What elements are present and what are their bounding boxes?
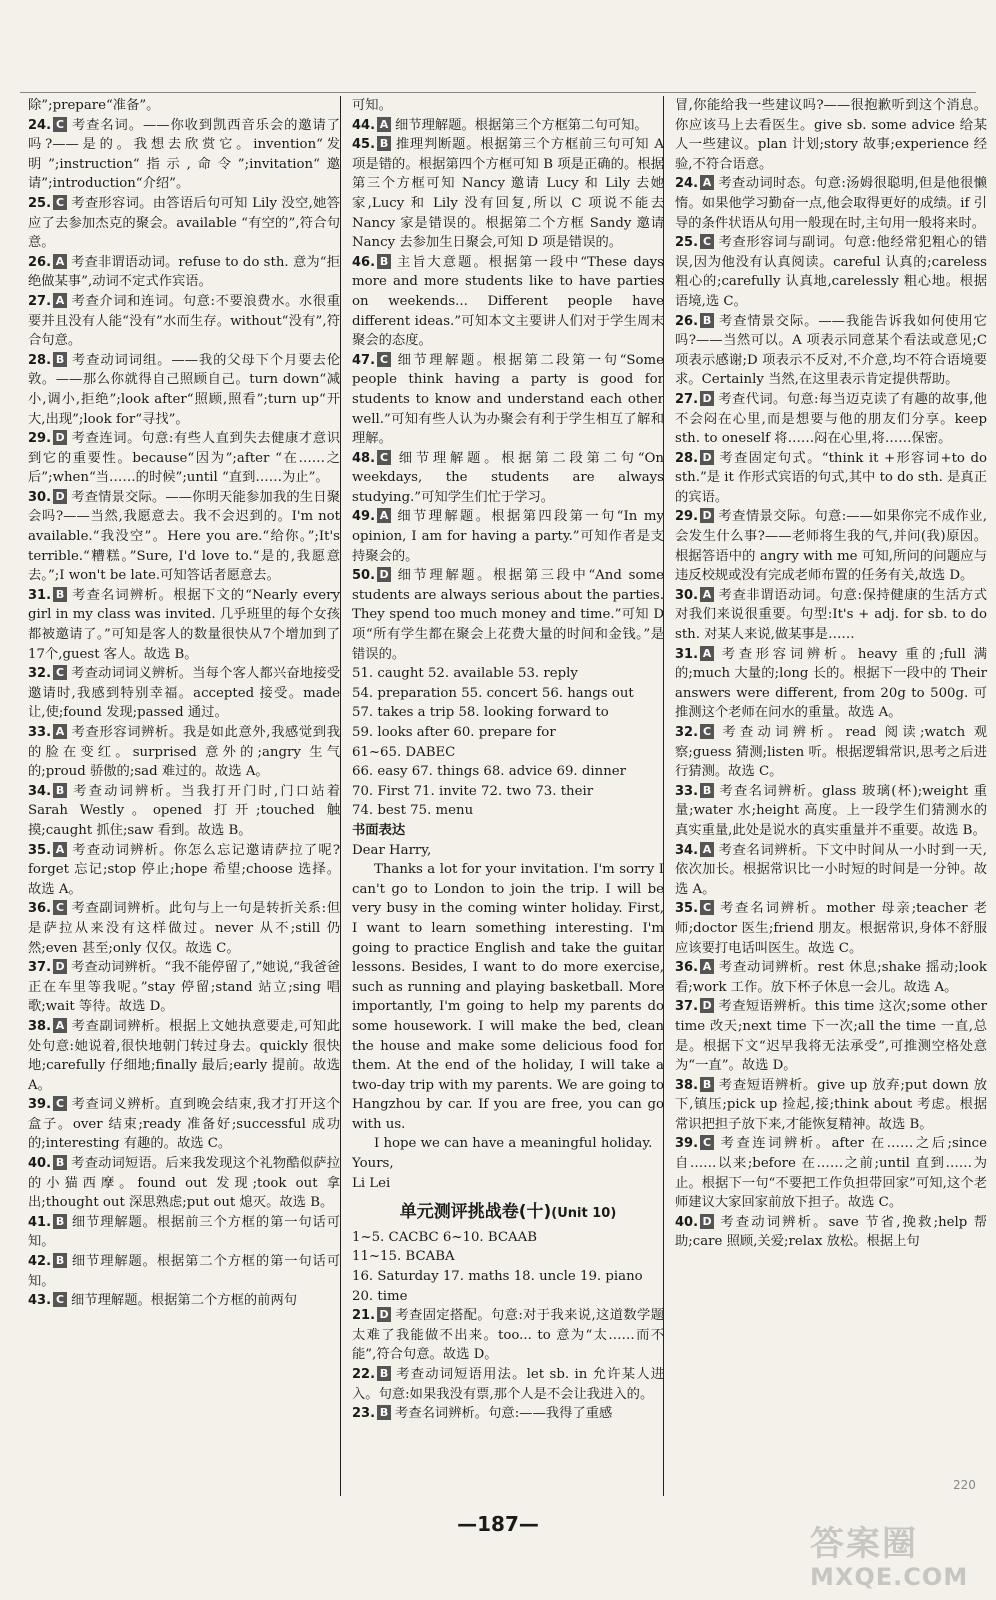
answer-entry bbox=[28, 782, 340, 841]
explanation-text: 考查形容词与副词。句意:他经常犯粗心的错误,因为他没有认真阅读。careful 认真的;careless 粗心的;carefully 认真地,carelessly 粗心地。根据语境,选 C。 bbox=[675, 235, 987, 309]
explanation-text: 考查名词辨析。下文中时间从一小时到一天,依次加长。根据常识比一小时短的时间是一分钟。故选 A。 bbox=[675, 842, 987, 897]
explanation-text: 考查名词辨析。句意:——我得了重感 bbox=[395, 1406, 613, 1422]
answer-letter-badge: C bbox=[53, 117, 67, 132]
question-number: 42. bbox=[28, 1254, 52, 1270]
question-number: 26. bbox=[28, 254, 52, 270]
answer-entry bbox=[28, 488, 340, 586]
question-number: 38. bbox=[675, 1077, 699, 1093]
answer-letter-badge: A bbox=[700, 587, 714, 602]
explanation-text: 考查动词词义辨析。当每个客人都兴奋地接受邀请时,我感到特别幸福。accepted 接受。made 让,使;found 发现;passed 通过。 bbox=[28, 666, 340, 721]
column-3 bbox=[675, 96, 987, 1496]
answer-letter-badge: A bbox=[700, 842, 714, 857]
question-number: 30. bbox=[675, 587, 699, 603]
explanation-text: 考查动词辨析。你怎么忘记邀请萨拉了呢? forget 忘记;stop 停止;hope 希望;choose 选择。故选 A。 bbox=[28, 842, 340, 897]
explanation-text: 细节理解题。根据第三段中“And some students are always serious about the parties. They spend too much money and time.”可知 D 项“所有学生都在聚会上花费大量的时间和金钱。”是错误的。 bbox=[352, 568, 664, 662]
question-number: 28. bbox=[28, 352, 52, 368]
answer-entry bbox=[28, 841, 340, 900]
watermark-logo bbox=[810, 1516, 986, 1594]
explanation-text: 考查连词。句意:有些人直到失去健康才意识到它的重要性。because“因为”;after “在……之后”;when“当……的时候”;until “直到……为止”。 bbox=[28, 431, 340, 486]
answer-letter-badge: B bbox=[53, 1214, 67, 1229]
essay-closing: Yours, bbox=[352, 1156, 394, 1172]
answer-key-line: 51. caught 52. available 53. reply bbox=[352, 666, 578, 682]
answer-entry bbox=[675, 312, 987, 390]
answer-entry bbox=[675, 586, 987, 645]
question-number: 28. bbox=[675, 450, 699, 466]
question-number: 40. bbox=[28, 1156, 52, 1172]
question-number: 25. bbox=[675, 235, 699, 251]
answer-letter-badge: D bbox=[377, 567, 391, 582]
answer-key-line: 66. easy 67. things 68. advice 69. dinner bbox=[352, 764, 627, 780]
answer-letter-badge: A bbox=[377, 508, 391, 523]
unit-answer-keys bbox=[352, 1228, 664, 1306]
answer-entry bbox=[28, 116, 340, 194]
unit-title bbox=[352, 1203, 664, 1224]
explanation-text: 考查非谓语动词。句意:保持健康的生活方式对我们来说很重要。句型:It's + adj. for sb. to do sth. 对某人来说,做某事是…… bbox=[675, 587, 987, 643]
answer-key-line: 61~65. DABEC bbox=[352, 744, 456, 760]
explanation-text: 细节理解题。根据第四段第一句“In my opinion, I am for having a party.”可知作者是支持聚会的。 bbox=[352, 509, 664, 564]
answer-letter-badge: D bbox=[700, 508, 714, 523]
answer-entry bbox=[28, 253, 340, 292]
answer-entry bbox=[352, 566, 664, 664]
answer-entry bbox=[352, 449, 664, 508]
question-number: 36. bbox=[28, 901, 52, 917]
answer-letter-badge: C bbox=[700, 900, 714, 915]
question-number: 30. bbox=[28, 489, 52, 505]
essay-paragraph-2: I hope we can have a meaningful holiday. bbox=[374, 1136, 653, 1152]
explanation-text: 细节理解题。根据第二段第一句“Some people think having a party is good for students to know and understand each other well.”可知有些人认为办聚会有利于学生相互了解和理解。 bbox=[352, 352, 664, 447]
answer-letter-badge: C bbox=[377, 450, 391, 465]
answer-key-line: 20. time bbox=[352, 1288, 408, 1304]
answer-letter-badge: D bbox=[53, 959, 67, 974]
answer-letter-badge: C bbox=[700, 1135, 714, 1150]
answer-letter-badge: A bbox=[53, 724, 67, 739]
question-number: 37. bbox=[675, 999, 699, 1015]
answer-letter-badge: B bbox=[53, 587, 67, 602]
column-divider-1 bbox=[340, 96, 341, 1496]
explanation-text: 考查动词短语用法。let sb. in 允许某人进入。句意:如果我没有票,那个人是不会让我进入的。 bbox=[352, 1367, 664, 1402]
answer-entry bbox=[675, 390, 987, 449]
explanation-text: 考查情景交际。——你明天能参加我的生日聚会吗?——当然,我愿意去。我不会迟到的。I'm not available.“我没空”。Here you are.“给你。”;It's terrible.“糟糕。”Sure, I'd love to.“是的,我愿意去。”;I won't be late.可知答话者愿意去。 bbox=[28, 489, 340, 584]
answer-letter-badge: D bbox=[700, 391, 714, 406]
question-number: 33. bbox=[675, 783, 699, 799]
question-number: 27. bbox=[28, 293, 52, 309]
explanation-text: 考查名词辨析。mother 母亲;teacher 老师;doctor 医生;friend 朋友。根据常识,身体不舒服应该要打电话叫医生。故选 C。 bbox=[675, 901, 987, 956]
question-number: 24. bbox=[675, 176, 699, 192]
explanation-text: 考查固定搭配。句意:对于我来说,这道数学题太难了我能做不出来。too... to 意为“太……而不能”,符合句意。故选 D。 bbox=[352, 1308, 664, 1363]
explanation-text: 细节理解题。根据第二段第二句“On weekdays, the students are always studying.”可知学生们忙于学习。 bbox=[352, 450, 664, 505]
explanation-text: 考查短语辨析。this time 这次;some other time 改天;next time 下一次;all the time 一直,总是。根据下文“迟早我将无法承受”,可推测空格处意为“一直”。故选 D。 bbox=[675, 999, 987, 1074]
explanation-text: 可知。 bbox=[352, 98, 392, 113]
question-number: 31. bbox=[28, 587, 52, 603]
answer-letter-badge: C bbox=[53, 665, 67, 680]
explanation-text: 考查形容词辨析。我是如此意外,我感觉到我的脸在变红。surprised 意外的;angry 生气的;proud 骄傲的;sad 难过的。故选 A。 bbox=[28, 725, 340, 780]
answer-entry bbox=[675, 233, 987, 311]
answer-entry bbox=[28, 664, 340, 723]
answer-entry bbox=[352, 1365, 664, 1404]
answer-letter-badge: A bbox=[700, 959, 714, 974]
watermark-bottom: MXQE.COM bbox=[810, 1563, 969, 1591]
question-number: 44. bbox=[352, 117, 376, 133]
answer-entry bbox=[675, 841, 987, 900]
answer-entry bbox=[675, 958, 987, 997]
answer-entry bbox=[675, 997, 987, 1075]
answer-entry bbox=[28, 429, 340, 488]
explanation-text: 考查动词词组。——我的父母下个月要去伦敦。——那么你就得自己照顾自己。turn down“减小,调小,拒绝”;look after“照顾,照看”;turn up“开大,出现”;look for“寻找”。 bbox=[28, 352, 340, 427]
column-divider-2 bbox=[663, 96, 664, 1496]
question-number: 46. bbox=[352, 254, 376, 270]
answer-letter-badge: D bbox=[53, 430, 67, 445]
answer-letter-badge: A bbox=[700, 175, 714, 190]
explanation-text: 冒,你能给我一些建议吗?——很抱歉听到这个消息。你应该马上去看医生。give sb. some advice 给某人一些建议。plan 计划;story 故事;experience 经验,不符合语意。 bbox=[675, 98, 987, 172]
explanation-text: 考查名词辨析。根据下文的“Nearly every girl in my class was invited. 几乎班里的每个女孩都被邀请了。”可知是客人的数量很快从7个增加到了17个,guest 客人。故选 B。 bbox=[28, 587, 340, 662]
answer-entry bbox=[28, 1213, 340, 1252]
answer-entry bbox=[675, 1213, 987, 1252]
answer-letter-badge: B bbox=[700, 1077, 714, 1092]
unit-title-text: 单元测评挑战卷(十) bbox=[399, 1202, 552, 1223]
answer-entry bbox=[675, 449, 987, 508]
question-number: 32. bbox=[675, 725, 699, 740]
question-number: 49. bbox=[352, 509, 376, 525]
answer-letter-badge: B bbox=[377, 254, 391, 269]
watermark-top: 答案圈 bbox=[810, 1524, 918, 1564]
explanation-text: 考查代词。句意:每当迈克读了有趣的故事,他不会闷在心里,而是想要与他的朋友们分享。keep sth. to oneself 将……闷在心里,将……保密。 bbox=[675, 391, 987, 447]
question-number: 24. bbox=[28, 117, 52, 133]
question-number: 45. bbox=[352, 137, 376, 153]
answer-letter-badge: C bbox=[53, 1096, 67, 1111]
question-number: 43. bbox=[28, 1293, 52, 1309]
answer-letter-badge: D bbox=[53, 489, 67, 504]
answer-letter-badge: B bbox=[377, 136, 391, 151]
answer-entry bbox=[28, 292, 340, 351]
explanation-text: 考查副词辨析。此句与上一句是转折关系:但是萨拉从来没有这样做过。never 从不;still 仍然;even 甚至;only 仅仅。故选 C。 bbox=[28, 901, 340, 956]
question-number: 36. bbox=[675, 960, 699, 976]
question-number: 22. bbox=[352, 1367, 376, 1382]
answer-entry bbox=[28, 1252, 340, 1291]
answer-letter-badge: A bbox=[53, 842, 67, 857]
answer-entry bbox=[352, 96, 664, 116]
question-number: 47. bbox=[352, 352, 376, 368]
answer-entry bbox=[675, 174, 987, 233]
question-number: 35. bbox=[675, 901, 699, 917]
top-divider bbox=[20, 92, 976, 93]
explanation-text: 细节理解题。根据前三个方框的第一句话可知。 bbox=[28, 1214, 340, 1250]
answer-entry bbox=[352, 507, 664, 566]
answer-letter-badge: D bbox=[700, 998, 714, 1013]
question-number: 41. bbox=[28, 1214, 52, 1230]
explanation-text: 考查情景交际。句意:——如果你完不成作业,会发生什么事?——老师将生我的气,并问(我)原因。根据答语中的 angry with me 可知,所问的问题应与违反校规或没有完成老师布置的任务有关,故选 D。 bbox=[675, 509, 987, 584]
question-number: 25. bbox=[28, 195, 52, 211]
answer-key-line: 16. Saturday 17. maths 18. uncle 19. piano bbox=[352, 1269, 643, 1285]
explanation-text: 考查介词和连词。句意:不要浪费水。水很重要并且没有人能“没有”水而生存。without“没有”,符合句意。 bbox=[28, 293, 340, 349]
explanation-text: 推理判断题。根据第三个方框前三句可知 A 项是错的。根据第四个方框可知 B 项是正确的。根据第三个方框可知 Nancy 邀请 Lucy 和 Lily 去她家,Lucy 和 Lily 没有回复,所以 C 项说不能去 Nancy 家是错误的。根据第二个方框 Sandy 邀请 Nancy 去参加生日聚会,可知 D 项是错误的。 bbox=[352, 137, 664, 251]
answer-entry bbox=[28, 958, 340, 1017]
answer-letter-badge: C bbox=[53, 900, 67, 915]
explanation-text: 细节理解题。根据第二个方框的前两句 bbox=[71, 1293, 298, 1309]
question-number: 48. bbox=[352, 450, 376, 466]
question-number: 39. bbox=[28, 1097, 52, 1113]
explanation-text: 考查形容词辨析。heavy 重的;full 满的;much 大量的;long 长的。根据下一段中的 Their answers were different, from 20g to 500g. 可推测这个老师在问水的重量。故选 A。 bbox=[675, 646, 987, 721]
question-number: 26. bbox=[675, 313, 699, 329]
explanation-text: 主旨大意题。根据第一段中“These days more and more students like to have parties on weekends... Different people have different ideas.”可知本文主要讲人们对于学生周末聚会的态度。 bbox=[352, 254, 664, 349]
explanation-text: 考查动词辨析。rest 休息;shake 摇动;look 看;work 工作。放下杯子休息一会儿。故选 A。 bbox=[675, 960, 987, 995]
question-number: 29. bbox=[675, 509, 699, 525]
answer-entry bbox=[352, 1306, 664, 1365]
question-number: 23. bbox=[352, 1406, 376, 1422]
explanation-text: 考查情景交际。——我能告诉我如何使用它吗?——当然可以。A 项表示同意某个看法或意见;C 项表示感谢;D 项表示不反对,不介意,均不符合语境要求。Certainly 当然,在这里表示肯定提供帮助。 bbox=[675, 313, 987, 388]
explanation-text: 考查词义辨析。直到晚会结束,我才打开这个盒子。over 结束;ready 准备好;successful 成功的;interesting 有趣的。故选 C。 bbox=[28, 1097, 340, 1152]
question-number: 40. bbox=[675, 1214, 699, 1230]
answer-entry bbox=[28, 586, 340, 664]
answer-entry bbox=[675, 782, 987, 841]
answer-key-line: 54. preparation 55. concert 56. hangs out bbox=[352, 685, 634, 701]
answer-key-line: 59. looks after 60. prepare for bbox=[352, 725, 556, 740]
question-number: 34. bbox=[675, 842, 699, 858]
answer-entry bbox=[28, 1291, 340, 1311]
explanation-text: 考查形容词。由答语后句可知 Lily 没空,她答应了去参加杰克的聚会。available “有空的”,符合句意。 bbox=[28, 195, 340, 251]
explanation-text: 考查动词辨析。“我不能停留了,”她说,“我爸爸正在车里等我呢。”stay 停留;stand 站立;sing 唱歌;wait 等待。故选 D。 bbox=[28, 960, 340, 1015]
question-number: 27. bbox=[675, 391, 699, 407]
answer-letter-badge: B bbox=[377, 1366, 391, 1381]
side-page-number: 220 bbox=[953, 1478, 976, 1492]
answer-letter-badge: D bbox=[377, 1307, 391, 1322]
answer-letter-badge: A bbox=[53, 293, 67, 308]
explanation-text: 考查非谓语动词。refuse to do sth. 意为“拒绝做某事”,动词不定式作宾语。 bbox=[28, 254, 340, 290]
answer-letter-badge: C bbox=[377, 352, 391, 367]
explanation-text: 细节理解题。根据第二个方框的第一句话可知。 bbox=[28, 1254, 340, 1289]
explanation-text: 细节理解题。根据第三个方框第二句可知。 bbox=[395, 117, 648, 133]
explanation-text: 考查固定句式。“think it +形容词+to do sth.”是 it 作形式宾语的句式,其中 to do sth. 是真正的宾语。 bbox=[675, 450, 987, 505]
answer-letter-badge: C bbox=[700, 724, 714, 739]
answer-entry bbox=[28, 351, 340, 429]
explanation-text: 考查动词时态。句意:汤姆很聪明,但是他很懒惰。如果他学习勤奋一点,他会取得更好的成绩。if 引导的条件状语从句用一般现在时,主句用一般将来时。 bbox=[675, 176, 987, 231]
answer-entry bbox=[675, 723, 987, 782]
unit-subtitle: (Unit 10) bbox=[551, 1206, 617, 1222]
column-1 bbox=[28, 96, 340, 1496]
explanation-text: 考查动词辨析。save 节省,挽救;help 帮助;care 照顾,关爱;relax 放松。根据上句 bbox=[675, 1214, 987, 1250]
explanation-text: 除”;prepare“准备”。 bbox=[28, 98, 160, 113]
answer-letter-badge: B bbox=[53, 783, 67, 798]
question-number: 29. bbox=[28, 431, 52, 447]
essay-signature: Li Lei bbox=[352, 1175, 391, 1191]
explanation-text: 考查名词。——你收到凯西音乐会的邀请了吗?——是的。我想去欣赏它。invention“发明”;instruction“指示,命令”;invitation“邀请”;introduction“介绍”。 bbox=[28, 117, 340, 192]
page-number: —187— bbox=[457, 1512, 539, 1536]
answer-entry bbox=[28, 1154, 340, 1213]
answer-entry bbox=[28, 96, 340, 116]
answer-letter-badge: A bbox=[377, 117, 391, 132]
answer-letter-badge: D bbox=[700, 450, 714, 465]
answer-letter-badge: A bbox=[53, 1018, 67, 1033]
answer-letter-badge: C bbox=[700, 234, 714, 249]
answer-key-line: 70. First 71. invite 72. two 73. their bbox=[352, 783, 594, 799]
answer-entry bbox=[675, 899, 987, 958]
answer-letter-badge: B bbox=[700, 783, 714, 798]
answer-entry bbox=[28, 899, 340, 958]
answer-keys-51-75 bbox=[352, 664, 664, 821]
explanation-text: 考查动词辨析。当我打开门时,门口站着 Sarah Westly。opened 打开;touched 触摸;caught 抓住;saw 看到。故选 B。 bbox=[28, 783, 340, 838]
answer-letter-badge: B bbox=[53, 352, 67, 367]
answer-key-line: 11~15. BCABA bbox=[352, 1249, 455, 1265]
answer-entry bbox=[28, 1095, 340, 1154]
answer-letter-badge: B bbox=[377, 1405, 391, 1420]
answer-letter-badge: A bbox=[53, 254, 67, 269]
question-number: 37. bbox=[28, 960, 52, 976]
answer-entry bbox=[352, 135, 664, 253]
question-number: 39. bbox=[675, 1136, 699, 1152]
answer-entry bbox=[352, 116, 664, 136]
column-2 bbox=[352, 96, 664, 1496]
answer-entry bbox=[352, 253, 664, 351]
question-number: 34. bbox=[28, 783, 52, 799]
answer-entry bbox=[352, 1404, 664, 1424]
answer-letter-badge: C bbox=[53, 1292, 67, 1307]
answer-letter-badge: B bbox=[53, 1253, 67, 1268]
answer-letter-badge: B bbox=[53, 1155, 67, 1170]
answer-entry bbox=[675, 1134, 987, 1212]
answer-letter-badge: B bbox=[700, 313, 714, 328]
question-number: 50. bbox=[352, 568, 376, 584]
answer-entry bbox=[352, 351, 664, 449]
question-number: 33. bbox=[28, 725, 52, 740]
explanation-text: 考查动词短语。后来我发现这个礼物酷似萨拉的小猫西摩。found out 发现;took out 拿出;thought out 深思熟虑;put out 熄灭。故选 B。 bbox=[28, 1156, 340, 1211]
explanation-text: 考查名词辨析。glass 玻璃(杯);weight 重量;water 水;height 高度。上一段学生们猜测水的真实重量,此处是说水的真实重量并不重要。故选 B。 bbox=[675, 783, 987, 838]
explanation-text: 考查副词辨析。根据上文她执意要走,可知此处句意:她说着,很快地朝门转过身去。quickly 很快地;carefully 仔细地;finally 最后;early 提前。故选 A。 bbox=[28, 1018, 340, 1093]
question-number: 21. bbox=[352, 1308, 376, 1324]
answer-entry bbox=[28, 194, 340, 253]
explanation-text: 考查连词辨析。after 在……之后;since 自……以来;before 在……之前;until 直到……为止。根据下一句“不要把工作负担带回家”可知,这个老师建议大家回家前放下担子。故选 C。 bbox=[675, 1136, 987, 1211]
answer-letter-badge: D bbox=[700, 1214, 714, 1229]
answer-letter-badge: A bbox=[700, 646, 714, 661]
question-number: 31. bbox=[675, 646, 699, 662]
explanation-text: 考查短语辨析。give up 放弃;put down 放下,镇压;pick up 捡起,接;think about 考虑。根据常识把担子放下来,才能恢复精神。故选 B。 bbox=[675, 1077, 987, 1132]
question-number: 32. bbox=[28, 666, 52, 682]
essay-paragraph-1: Thanks a lot for your invitation. I'm sorry I can't go to London to join the trip. I will be very busy in the coming winter holiday. First, I want to learn something interesting. I'm going to practice English and take the guitar lessons. Besides, I want to do more exercise, such as running and playing basketball. More importantly, I'm going to help my parents do some housework. I will make the bed, clean the house and make some delicious food for them. At the end of the holiday, I will take a two-day trip with my parents. We are going to Hangzhou by car. If you are free, you can go with us. bbox=[352, 862, 664, 1132]
question-number: 35. bbox=[28, 842, 52, 858]
explanation-text: 考查动词辨析。read 阅读;watch 观察;guess 猜测;listen 听。根据逻辑常识,思考之后进行猜测。故选 C。 bbox=[675, 725, 987, 780]
answer-entry bbox=[675, 1076, 987, 1135]
essay-greeting: Dear Harry, bbox=[352, 842, 432, 858]
answer-letter-badge: C bbox=[53, 195, 67, 210]
answer-entry bbox=[28, 723, 340, 782]
writing-section bbox=[352, 821, 664, 1193]
answer-key-line: 57. takes a trip 58. looking forward to bbox=[352, 705, 609, 721]
answer-key-line: 74. best 75. menu bbox=[352, 803, 474, 819]
answer-entry bbox=[675, 96, 987, 174]
answer-entry bbox=[675, 645, 987, 723]
answer-key-line: 1~5. CACBC 6~10. BCAAB bbox=[352, 1229, 538, 1245]
answer-entry bbox=[28, 1017, 340, 1095]
writing-heading: 书面表达 bbox=[352, 822, 406, 838]
answer-entry bbox=[675, 507, 987, 585]
question-number: 38. bbox=[28, 1018, 52, 1034]
